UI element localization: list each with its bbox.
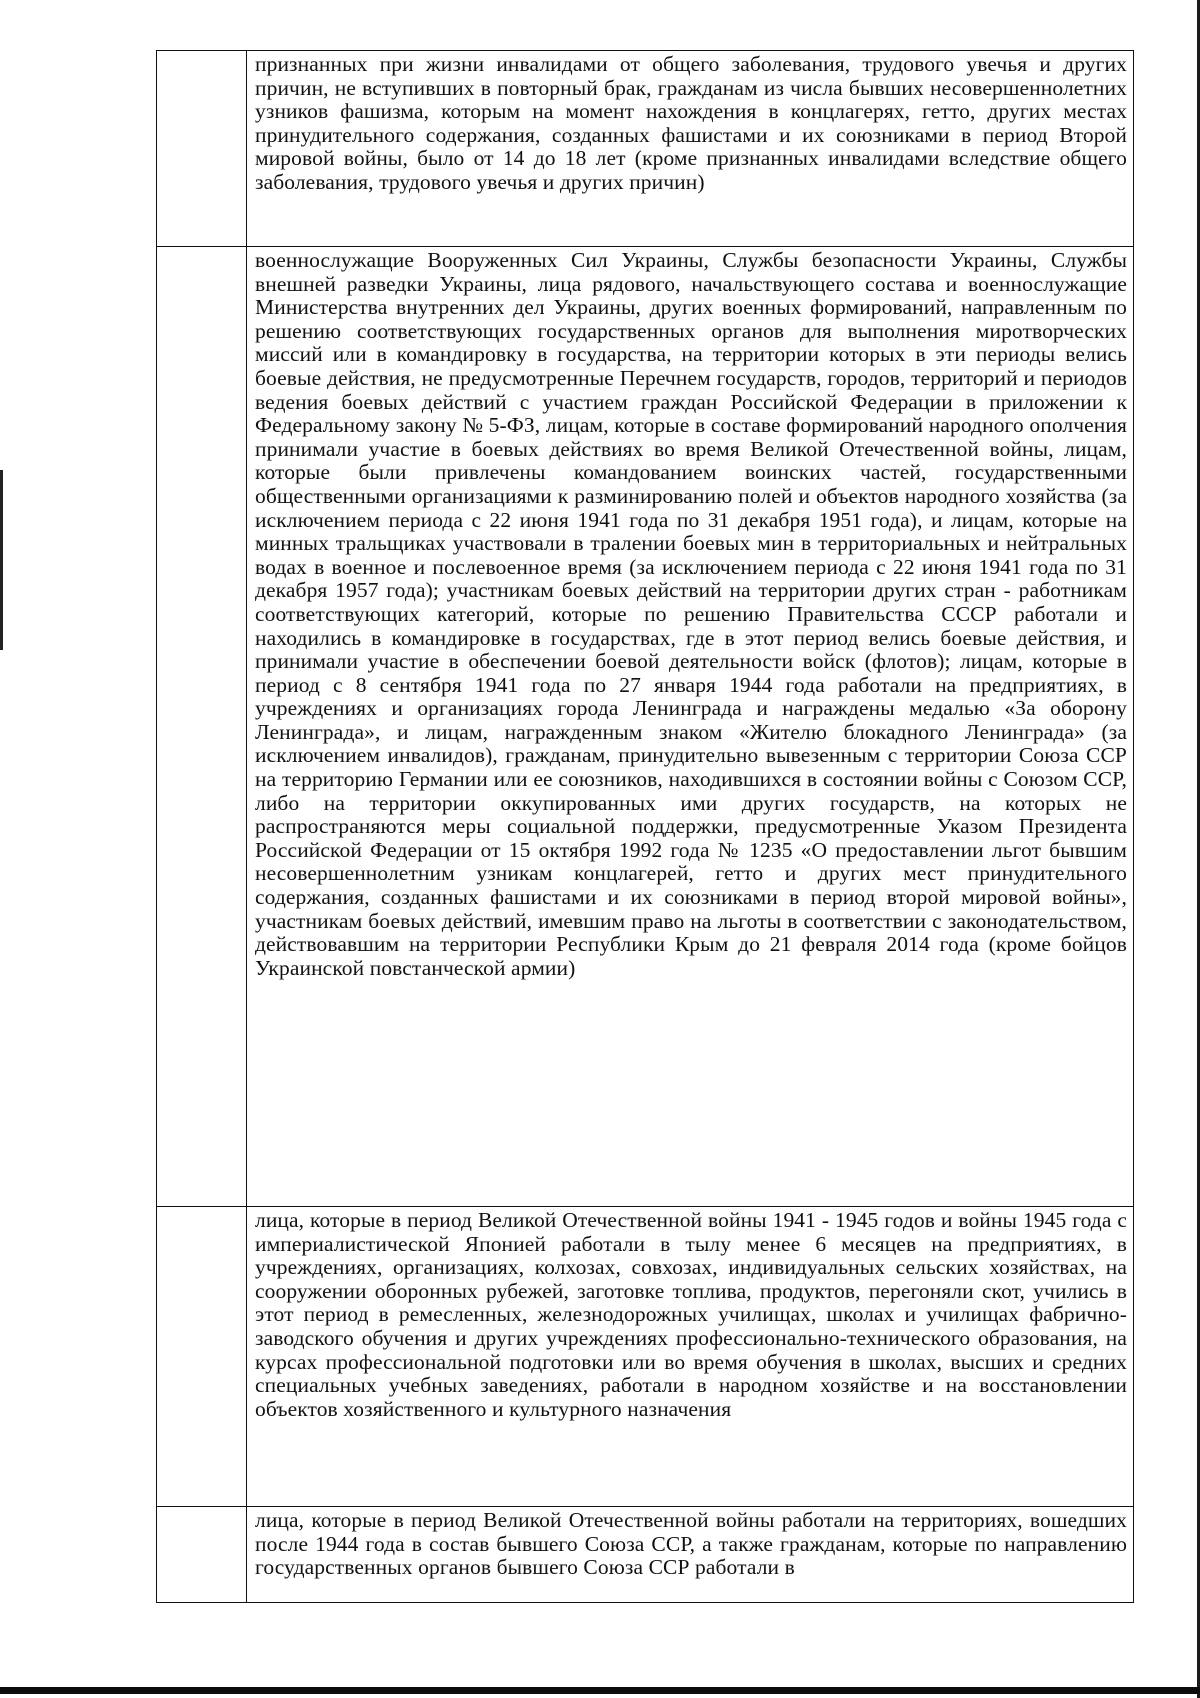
row-text: лица, которые в период Великой Отечественной войны 1941 - 1945 годов и войны 1945 года с империалистической Японией работали в тылу менее 6 месяцев на предприятиях, в учреждениях, организациях, колхозах, совхозах, индивидуальных сельских хозяйствах, на сооружении оборонных рубежей, заготовке топлива, продуктов, перегоняли скот, учились в этот период в ремесленных, железнодорожных училищах, школах и училищах фабрично-заводского обучения и других учреждениях профессионально-технического образования, на курсах профессиональной подготовки или во время обучения в школах, высших и средних специальных учебных заведениях, работали в народном хозяйстве и на восстановлении объектов хозяйственного и культурного назначения — [255, 1208, 1127, 1421]
row-number-cell — [157, 247, 247, 1207]
table-row — [157, 247, 1134, 1207]
row-text: признанных при жизни инвалидами от общего заболевания, трудового увечья и других причин, не вступивших в повторный брак, гражданам из числа бывших несовершеннолетних узников фашизма, которым на момент нахождения в концлагерях, гетто, других местах принудительного содержания, созданных фашистами и их союзниками в период Второй мировой войны, было от 14 до 18 лет (кроме признанных инвалидами вследствие общего заболевания, трудового увечья и других причин) — [255, 52, 1127, 194]
row-text-cell — [247, 51, 1134, 247]
row-text-cell — [247, 1507, 1134, 1603]
table-row — [157, 51, 1134, 247]
row-text: лица, которые в период Великой Отечественной войны работали на территориях, вошедших после 1944 года в состав бывшего Союза ССР, а также гражданам, которые по направлению государственных органов бывшего Союза ССР работали в — [255, 1508, 1127, 1580]
row-number-cell — [157, 1207, 247, 1507]
row-text-cell — [247, 1207, 1134, 1507]
row-number-cell — [157, 51, 247, 247]
document-table — [156, 50, 1134, 1603]
table-row — [157, 1207, 1134, 1507]
scan-edge-left — [0, 470, 3, 650]
row-text: военнослужащие Вооруженных Сил Украины, Службы безопасности Украины, Службы внешней разведки Украины, лица рядового, начальствующего состава и военнослужащие Министерства внутренних дел Украины, других военных формирований, направленным по решению соответствующих государственных органов для выполнения миротворческих миссий или в командировку в государства, на территории которых в эти периоды велись боевые действия, не предусмотренные Перечнем государств, городов, территорий и периодов ведения боевых действий с участием граждан Российской Федерации в приложении к Федеральному закону № 5-ФЗ, лицам, которые в составе формирований народного ополчения принимали участие в боевых действиях во время Великой Отечественной войны, лицам, которые были привлечены командованием воинских частей, государственными общественными организациями к разминированию полей и объектов народного хозяйства (за исключением периода с 22 июня 1941 года по 31 декабря 1951 года), и лицам, которые на минных тральщиках участвовали в тралении боевых мин в территориальных и нейтральных водах в военное и послевоенное время (за исключением периода с 22 июня 1941 года по 31 декабря 1957 года); участникам боевых действий на территории других стран - работникам соответствующих категорий, которые по решению Правительства СССР работали и находились в командировке в государствах, где в этот период велись боевые действия, и принимали участие в обеспечении боевой деятельности войск (флотов); лицам, которые в период с 8 сентября 1941 года по 27 января 1944 года работали на предприятиях, в учреждениях и организациях города Ленинграда и награждены медалью «За оборону Ленинграда», и лицам, награжденным знаком «Жителю блокадного Ленинграда» (за исключением инвалидов), гражданам, принудительно вывезенным с территории Союза ССР на территорию Германии или ее союзников, находившихся в состоянии войны с Союзом ССР, либо на территории оккупированных ими других государств, на которых не распространяются меры социальной поддержки, предусмотренные Указом Президента Российской Федерации от 15 октября 1992 года № 1235 «О предоставлении льгот бывшим несовершеннолетним узникам концлагерей, гетто и других мест принудительного содержания, созданных фашистами и их союзниками в период второй мировой войны», участникам боевых действий, имевшим право на льготы в соответствии с законодательством, действовавшим на территории Республики Крым до 21 февраля 2014 года (кроме бойцов Украинской повстанческой армии) — [255, 248, 1127, 980]
row-text-cell — [247, 247, 1134, 1207]
row-number-cell — [157, 1507, 247, 1603]
table-row — [157, 1507, 1134, 1603]
scan-edge-bottom — [0, 1687, 1200, 1694]
